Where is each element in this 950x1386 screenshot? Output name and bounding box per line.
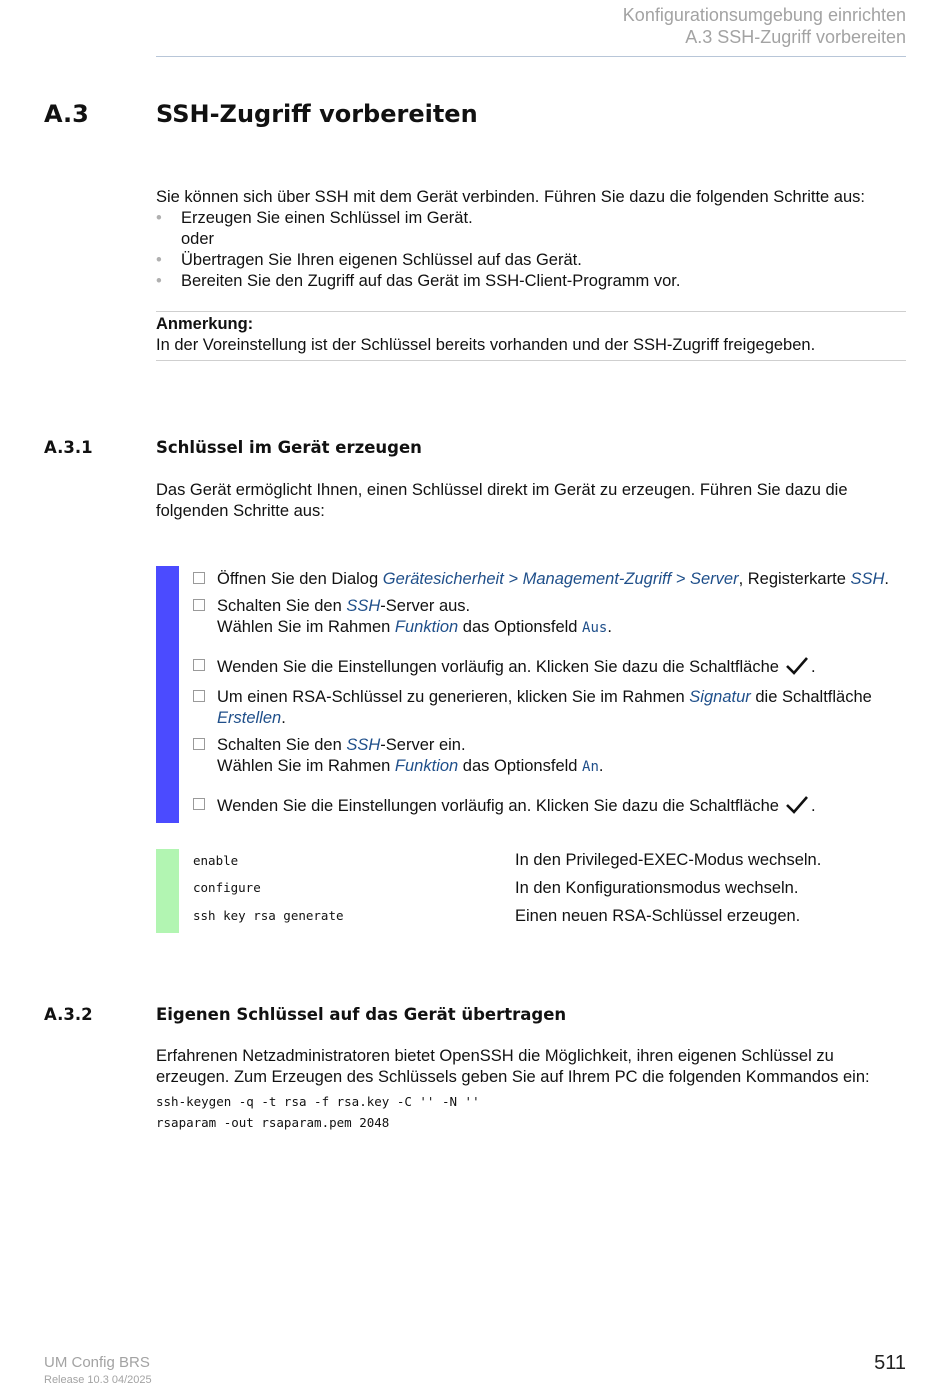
ui-tab: SSH — [850, 570, 885, 588]
footer-doc: UM Config BRS — [44, 1354, 150, 1371]
bullet-icon: • — [156, 251, 162, 269]
procedure-step: Wenden Sie die Einstellungen vorläufig an. Klicken Sie dazu die Schaltfläche . — [193, 656, 908, 678]
list-item: • Bereiten Sie den Zugriff auf das Gerät im SSH-Client-Programm vor. — [156, 272, 681, 290]
header-chapter: Konfigurationsumgebung einrichten — [622, 5, 906, 25]
list-item: • Erzeugen Sie einen Schlüssel im Gerät. oder — [156, 209, 473, 248]
running-header — [623, 4, 906, 48]
cli-description: In den Privileged-EXEC-Modus wechseln. — [515, 851, 822, 869]
bullet-list — [156, 208, 908, 292]
page-number: 511 — [874, 1352, 906, 1374]
code-line: rsaparam -out rsaparam.pem 2048 — [156, 1115, 390, 1130]
checkbox-icon — [193, 659, 205, 671]
cli-command: ssh key rsa generate — [193, 908, 344, 923]
note-top-rule — [156, 311, 906, 312]
subsection-title: Eigenen Schlüssel auf das Gerät übertragen — [156, 1005, 567, 1024]
checkbox-icon — [193, 572, 205, 584]
subsection-number: A.3.1 — [44, 438, 93, 457]
subsection-number: A.3.2 — [44, 1005, 93, 1024]
procedure-bar — [156, 566, 179, 823]
section-number: A.3 — [44, 100, 89, 128]
section-title: SSH-Zugriff vorbereiten — [156, 100, 478, 128]
intro-text: Sie können sich über SSH mit dem Gerät verbinden. Führen Sie dazu die folgenden Schritte aus: — [156, 188, 865, 206]
code-block — [156, 1091, 480, 1133]
cli-description: In den Konfigurationsmodus wechseln. — [515, 879, 799, 897]
option-value: Aus — [582, 620, 608, 636]
bullet-icon: • — [156, 209, 162, 227]
footer-release: Release 10.3 04/2025 — [44, 1374, 152, 1386]
cli-command: enable — [193, 853, 239, 868]
procedure-step: Schalten Sie den SSH-Server ein. Wählen Sie im Rahmen Funktion das Optionsfeld An. — [193, 735, 908, 778]
checkbox-icon — [193, 599, 205, 611]
procedure-step: Wenden Sie die Einstellungen vorläufig an. Klicken Sie dazu die Schaltfläche . — [193, 795, 908, 817]
list-item: • Übertragen Sie Ihren eigenen Schlüssel auf das Gerät. — [156, 251, 582, 269]
intro-block — [156, 187, 908, 292]
note-text: In der Voreinstellung ist der Schlüssel bereits vorhanden und der SSH-Zugriff freigegeben. — [156, 336, 816, 354]
ui-path: Gerätesicherheit > Management-Zugriff > Server — [382, 570, 739, 588]
checkbox-icon — [193, 798, 205, 810]
code-line: ssh-keygen -q -t rsa -f rsa.key -C '' -N '' — [156, 1094, 480, 1109]
procedure-step: Schalten Sie den SSH-Server aus. Wählen Sie im Rahmen Funktion das Optionsfeld Aus. — [193, 596, 908, 639]
procedure-step: Öffnen Sie den Dialog Gerätesicherheit > Management-Zugriff > Server, Registerkarte SSH. — [193, 569, 908, 590]
subsection-intro: Das Gerät ermöglicht Ihnen, einen Schlüssel direkt im Gerät zu erzeugen. Führen Sie dazu die folgenden Schritte aus: — [156, 481, 848, 520]
note-label: Anmerkung: — [156, 315, 254, 333]
check-icon — [785, 795, 809, 815]
subsection-intro: Erfahrenen Netzadministratoren bietet OpenSSH die Möglichkeit, ihren eigenen Schlüssel zu erzeugen. Zum Erzeugen des Schlüssels geben Sie auf Ihrem PC die folgenden Kommandos ein: — [156, 1047, 870, 1086]
procedure-step: Um einen RSA-Schlüssel zu generieren, klicken Sie im Rahmen Signatur die Schaltfläche Erstellen. — [193, 687, 908, 729]
check-icon — [785, 656, 809, 676]
checkbox-icon — [193, 690, 205, 702]
subsection-title: Schlüssel im Gerät erzeugen — [156, 438, 422, 457]
cli-command: configure — [193, 880, 261, 895]
header-rule — [156, 56, 906, 57]
note-box — [156, 314, 908, 356]
header-section: A.3 SSH-Zugriff vorbereiten — [685, 27, 906, 47]
cli-description: Einen neuen RSA-Schlüssel erzeugen. — [515, 907, 801, 925]
note-bottom-rule — [156, 360, 906, 361]
checkbox-icon — [193, 738, 205, 750]
option-value: An — [582, 759, 599, 775]
bullet-icon: • — [156, 272, 162, 290]
cli-bar — [156, 849, 179, 933]
